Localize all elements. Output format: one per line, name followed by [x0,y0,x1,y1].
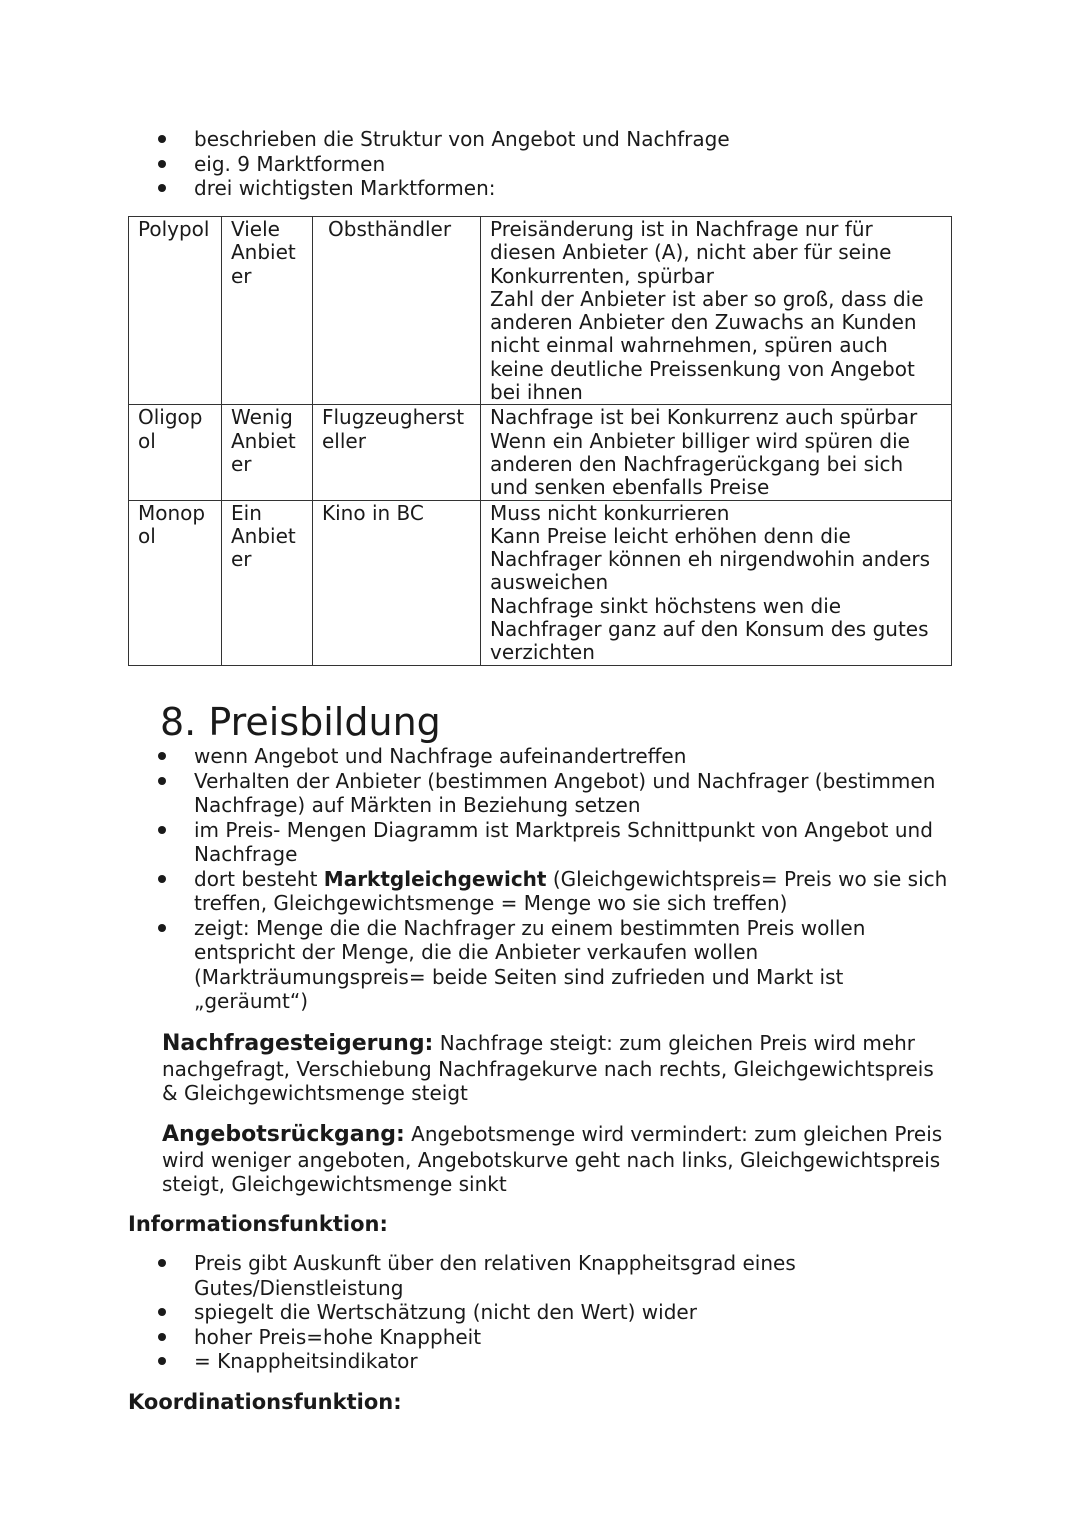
table-row [129,217,952,405]
section-title: Preisbildung [208,700,441,744]
description-cell [481,500,952,665]
section-heading [160,700,441,744]
coordination-function-heading: Koordinationsfunktion: [128,1390,402,1414]
description-line: Nachfrage sinkt höchstens wen die Nachfrager ganz auf den Konsum des gutes verzichten [490,593,929,665]
example-cell: Kino in BC [313,500,481,665]
bullet-text: (Gleichgewichtspreis= Preis wo sie sich treffen, Gleichgewichtsmenge = Menge wo sie sich treffen) [194,866,948,915]
info-bullet: = Knappheitsindikator [0,1349,1080,1374]
market-forms-table [128,216,952,666]
price-bullet [0,867,1080,916]
demand-increase-text: Nachfrage steigt: zum gleichen Preis wird mehr nachgefragt, Verschiebung Nachfragekurve nach rechts, Gleichgewichtspreis & Gleichgewichtsmenge steigt [162,1031,934,1105]
market-form-cell: Polypol [129,217,222,405]
price-bullet-list [0,744,1080,1014]
price-bullet: wenn Angebot und Nachfrage aufeinandertreffen [0,744,1080,769]
supply-decrease-term: Angebotsrückgang: [162,1122,405,1147]
price-bullet: im Preis- Mengen Diagramm ist Marktpreis Schnittpunkt von Angebot und Nachfrage [0,818,1080,867]
description-line: Wenn ein Anbieter billiger wird spüren die anderen den Nachfragerückgang bei sich und senken ebenfalls Preise [490,428,910,500]
demand-increase-paragraph [162,1031,952,1106]
price-bullet: Verhalten der Anbieter (bestimmen Angebot) und Nachfrager (bestimmen Nachfrage) auf Märkten in Beziehung setzen [0,769,1080,818]
market-form-cell: Oligopol [129,405,222,500]
table-row [129,405,952,500]
info-bullet: spiegelt die Wertschätzung (nicht den Wert) wider [0,1300,1080,1325]
description-line: Muss nicht konkurrieren [490,500,730,525]
section-number: 8. [160,700,197,744]
intro-bullet: eig. 9 Marktformen [0,152,1080,177]
market-form-cell: Monopol [129,500,222,665]
description-cell [481,217,952,405]
demand-increase-term: Nachfragesteigerung: [162,1031,434,1056]
suppliers-cell: Viele Anbieter [222,217,313,405]
supply-decrease-paragraph [162,1122,952,1197]
information-function-heading: Informationsfunktion: [128,1212,388,1236]
table-row [129,500,952,665]
info-bullet-list [0,1251,1080,1374]
description-line: Zahl der Anbieter ist aber so groß, dass die anderen Anbieter den Zuwachs an Kunden nicht einmal wahrnehmen, spüren auch keine deutliche Preissenkung von Angebot bei ihnen [490,286,924,405]
info-bullet: Preis gibt Auskunft über den relativen Knappheitsgrad eines Gutes/Dienstleistung [0,1251,1080,1300]
bullet-text: dort besteht [194,866,324,891]
example-cell: Obsthändler [313,217,481,405]
intro-bullet: beschrieben die Struktur von Angebot und Nachfrage [0,127,1080,152]
info-bullet: hoher Preis=hohe Knappheit [0,1325,1080,1350]
description-line: Nachfrage ist bei Konkurrenz auch spürbar [490,405,918,430]
description-cell [481,405,952,500]
suppliers-cell: Ein Anbieter [222,500,313,665]
suppliers-cell: Wenig Anbieter [222,405,313,500]
intro-bullet-list [0,127,1080,201]
supply-decrease-text: Angebotsmenge wird vermindert: zum gleichen Preis wird weniger angeboten, Angebotskurve geht nach links, Gleichgewichtspreis steigt, Gleichgewichtsmenge sinkt [162,1122,943,1196]
intro-bullet: drei wichtigsten Marktformen: [0,176,1080,201]
description-line: Kann Preise leicht erhöhen denn die Nachfrager können eh nirgendwohin anders ausweichen [490,523,931,595]
example-cell: Flugzeughersteller [313,405,481,500]
market-equilibrium-term: Marktgleichgewicht [323,866,547,891]
price-bullet: zeigt: Menge die die Nachfrager zu einem bestimmten Preis wollen entspricht der Menge, die die Anbieter verkaufen wollen (Markträumungspreis= beide Seiten sind zufrieden und Markt ist „geräumt“) [0,916,1080,1014]
description-line: Preisänderung ist in Nachfrage nur für diesen Anbieter (A), nicht aber für seine Konkurrenten, spürbar [490,217,892,288]
